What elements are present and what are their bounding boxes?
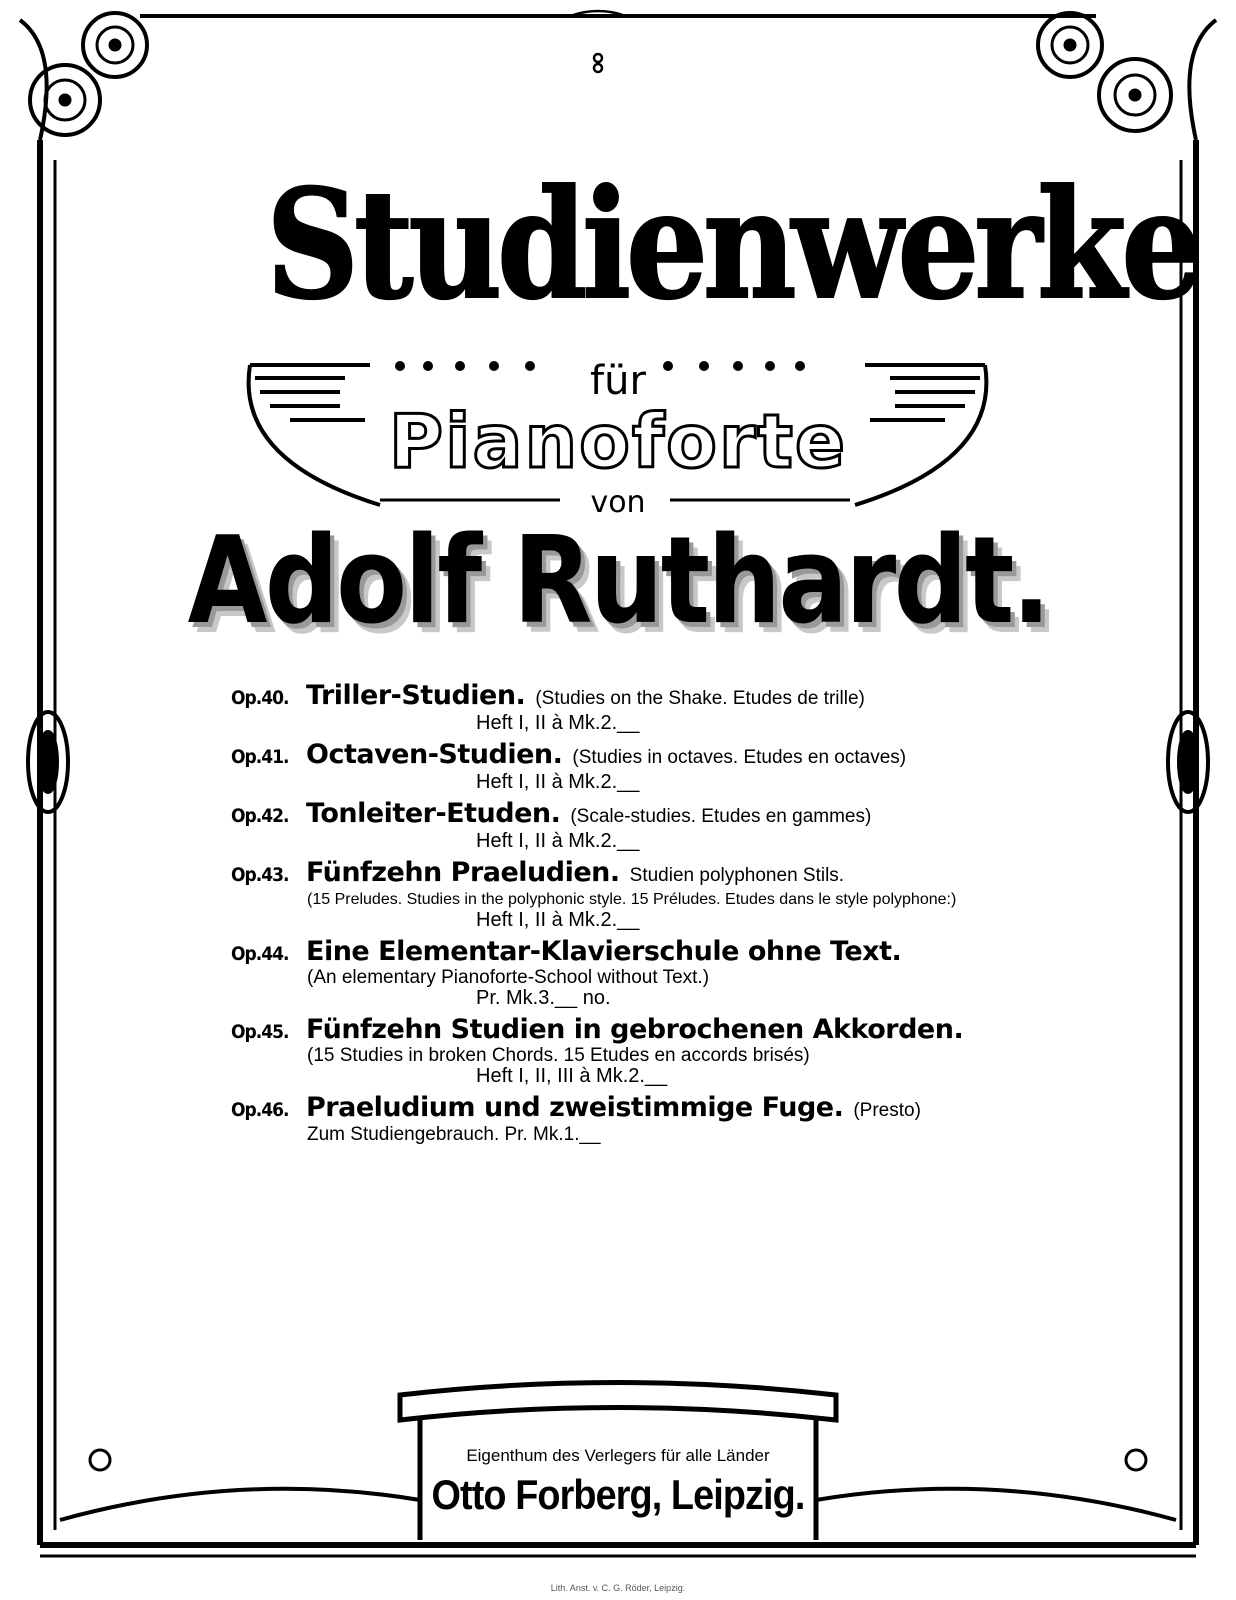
composer-name: Adolf Ruthardt.: [187, 512, 1049, 651]
work-price: Heft I, II à Mk.2.__: [476, 771, 640, 793]
work-price: Heft I, II à Mk.2.__: [476, 712, 640, 734]
opus-number: Op.42.: [231, 805, 289, 827]
work-price: Heft I, II à Mk.2.__: [476, 830, 640, 852]
opus-number: Op.40.: [231, 687, 289, 709]
work-title: Octaven-Studien.: [306, 739, 563, 770]
subtitle-fuer: für: [590, 358, 646, 404]
work-title: Tonleiter-Etuden.: [306, 798, 561, 829]
work-detail: (15 Preludes. Studies in the polyphonic style. 15 Préludes. Etudes dans le style polyphone:): [307, 891, 957, 908]
page-title: Studienwerke: [266, 157, 1199, 333]
right-side-ornament-icon: [1168, 712, 1208, 812]
list-item: [231, 859, 991, 930]
opus-number: Op.46.: [231, 1099, 289, 1121]
list-item: [231, 938, 991, 1008]
top-center-ornament-icon: [570, 11, 626, 72]
publisher-name: Otto Forberg, Leipzig.: [431, 1471, 805, 1518]
corner-rosette-top-left-icon: [20, 13, 147, 140]
work-subtitle: (Studies in octaves. Etudes en octaves): [572, 747, 907, 768]
work-title: Eine Elementar-Klavierschule ohne Text.: [306, 936, 902, 967]
work-title: Fünfzehn Studien in gebrochenen Akkorden.: [306, 1014, 964, 1045]
work-detail: Zum Studiengebrauch. Pr. Mk.1.__: [307, 1124, 601, 1145]
list-item: [231, 1094, 991, 1145]
opus-number: Op.41.: [231, 746, 289, 768]
work-title: Fünfzehn Praeludien.: [306, 857, 620, 888]
printer-imprint: Lith. Anst. v. C. G. Röder, Leipzig.: [550, 1583, 686, 1593]
work-title: Praeludium und zweistimmige Fuge.: [306, 1092, 844, 1123]
list-item: [231, 682, 991, 733]
work-subtitle: (Studies on the Shake. Etudes de trille): [535, 688, 865, 709]
opus-number: Op.44.: [231, 943, 289, 965]
opus-number: Op.43.: [231, 864, 289, 886]
subtitle-von: von: [590, 485, 646, 520]
work-price: Heft I, II, III à Mk.2.__: [476, 1065, 668, 1087]
works-list: [231, 682, 991, 1153]
work-detail: (An elementary Pianoforte-School without Text.): [307, 967, 710, 988]
work-subtitle: Studien polyphonen Stils.: [629, 865, 845, 886]
opus-number: Op.45.: [231, 1021, 289, 1043]
left-side-ornament-icon: [28, 712, 68, 812]
rights-notice: Eigenthum des Verlegers für alle Länder: [466, 1446, 770, 1465]
work-detail: (15 Studies in broken Chords. 15 Etudes en accords brisés): [307, 1045, 810, 1066]
subtitle-instrument: Pianoforte: [388, 399, 848, 485]
list-item: [231, 800, 991, 851]
list-item: [231, 1016, 991, 1086]
work-title: Triller-Studien.: [306, 680, 526, 711]
list-item: [231, 741, 991, 792]
corner-rosette-top-right-icon: [1038, 13, 1216, 140]
work-subtitle: (Presto): [853, 1100, 921, 1121]
work-subtitle: (Scale-studies. Etudes en gammes): [570, 806, 872, 827]
work-price: Heft I, II à Mk.2.__: [476, 909, 640, 931]
work-price: Pr. Mk.3.__ no.: [476, 987, 611, 1009]
